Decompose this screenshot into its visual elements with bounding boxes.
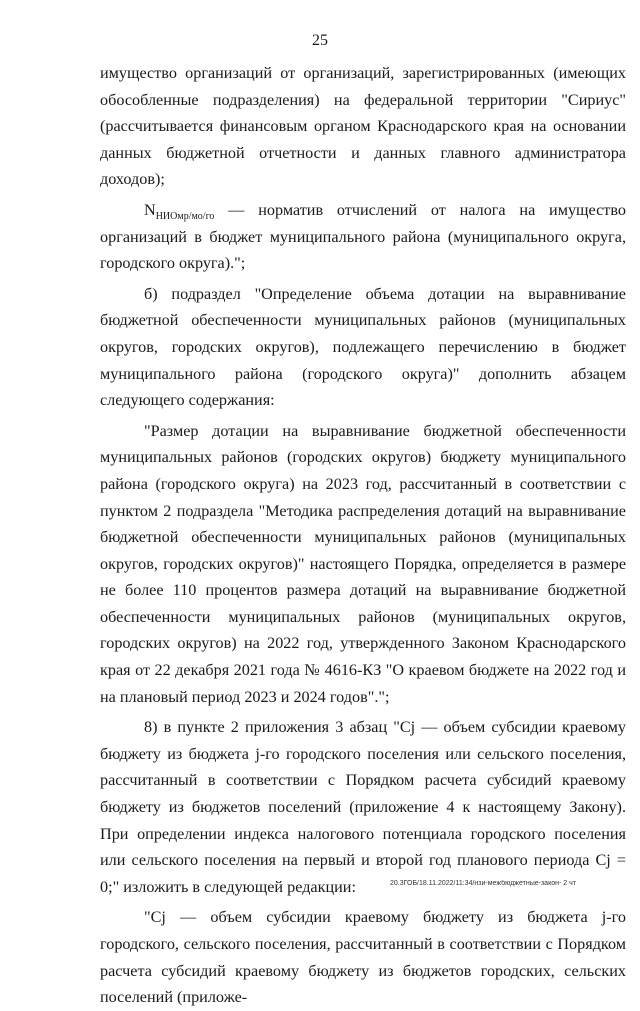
norm-subscript: НИОмр/мо/го	[155, 211, 215, 223]
paragraph-1: имущество организаций от организаций, зарегистрированных (имеющих обособленные подразделения) на федеральной территории "Сириус" (рассчитывается финансовым органом Краснодарского края на основании данных бюджетной отчетности и данных главного администратора доходов);	[100, 64, 626, 189]
paragraph-4: "Размер дотации на выравнивание бюджетной обеспеченности муниципальных районов (городских округов) бюджету муниципального района (городского округа) на 2023 год, рассчитанный в соответствии с пунктом 2 подраздела "Методика распределения дотаций на выравнивание бюджетной обеспеченности муниципальных районов (муниципальных округов, городских округов)" настоящего Порядка, определяется в размере не более 110 процентов размера дотаций на выравнивание бюджетной обеспеченности муниципальных районов (муниципальных округов, городских округов) на 2022 год, утвержденного Законом Краснодарского края от 22 декабря 2021 года № 4616-КЗ "О краевом бюджете на 2022 год и на плановый период 2023 и 2024 годов".";	[100, 421, 626, 706]
paragraph-5: 8) в пункте 2 приложения 3 абзац "Cj — объем субсидии краевому бюджету из бюджета j-го городского поселения или сельского поселения, рассчитанный в соответствии с Порядком расчета субсидий краевому бюджету из бюджетов поселений (приложение 4 к настоящему Закону). При определении индекса налогового потенциала городского поселения или сельского поселения на первый и второй год планового периода Cj = 0;" изложить в следующей редакции:	[100, 718, 626, 896]
paragraph-3: б) подраздел "Определение объема дотации на выравнивание бюджетной обеспеченности муниципальных районов (муниципальных округов, городских округов), подлежащего перечислению в бюджет муниципального района (городского округа)" дополнить абзацем следующего содержания:	[100, 284, 626, 410]
footer-file-stamp: 20.3ГОБ/18.11.2022/11:34/нзи-межбюджетные-закон- 2 чт	[390, 880, 576, 887]
document-body	[100, 60, 626, 1011]
paragraph-2-text: — норматив отчислений от налога на имущество организаций в бюджет муниципального района (муниципального округа, городского округа).";	[100, 200, 626, 273]
paragraph-6: "Cj — объем субсидии краевому бюджету из бюджета j-го городского, сельского поселения, рассчитанный в соответствии с Порядком расчета субсидий краевому бюджету из бюджетов городских, сельских поселений (приложе-	[100, 908, 626, 1007]
paragraph-2	[100, 197, 626, 277]
page-number: 25	[312, 32, 328, 49]
norm-symbol: N	[144, 200, 156, 219]
